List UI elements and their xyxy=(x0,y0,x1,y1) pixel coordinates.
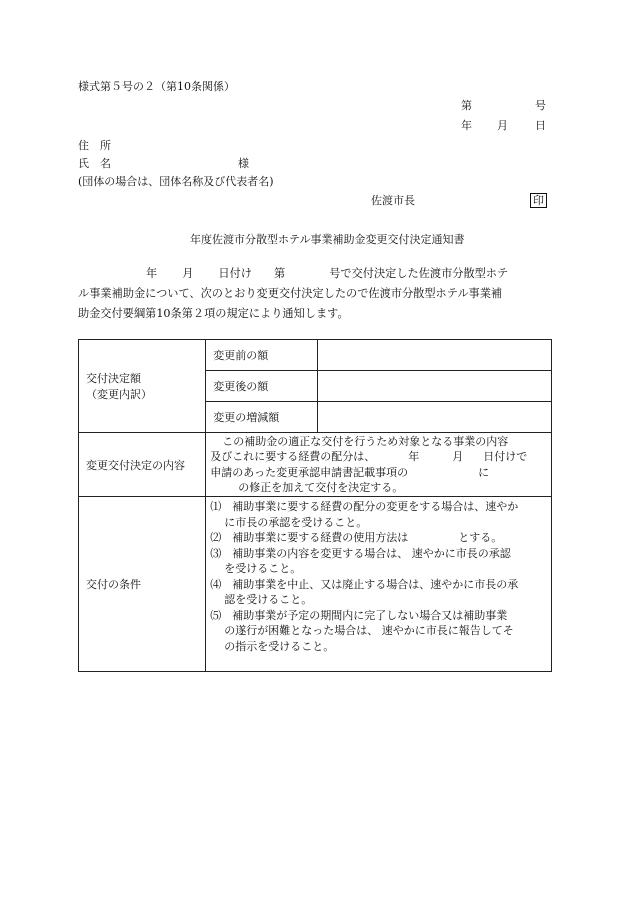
content-line-2c: 月 xyxy=(452,450,464,463)
issuer-title: 佐渡市長 xyxy=(371,194,415,207)
after-amount-label: 変更後の額 xyxy=(206,371,318,402)
doc-number-prefix: 第 xyxy=(461,99,472,112)
date-year: 年 xyxy=(461,119,472,132)
condition-5-cont2: の指示を受けること。 xyxy=(224,639,335,653)
condition-4: ⑷ 補助事業を中止、又は廃止する場合は、速やかに市長の承 xyxy=(210,577,519,591)
content-line-2b: 年 xyxy=(408,450,420,463)
honorific: 様 xyxy=(238,157,249,170)
address-label: 住 所 xyxy=(78,139,111,152)
name-label: 氏 名 xyxy=(78,157,111,170)
amount-sublabel: （変更内訳） xyxy=(86,388,152,401)
condition-5: ⑸ 補助事業が予定の期間内に完了しない場合又は補助事業 xyxy=(210,608,508,622)
content-line-3a: 申請のあった変更承認申請書記載事項の xyxy=(210,465,409,479)
condition-2a: ⑵ 補助事業に要する経費の使用方法は xyxy=(210,531,409,544)
content-line-4: の修正を加えて交付を決定する。 xyxy=(238,481,404,494)
body-line1-rest: 号で交付決定した佐渡市分散型ホテ xyxy=(329,267,509,280)
condition-4-cont: 認を受けること。 xyxy=(224,593,313,606)
content-text-cell xyxy=(206,433,552,497)
form-number: 様式第５号の２（第10条関係） xyxy=(78,80,235,93)
condition-1-cont: に市長の承認を受けること。 xyxy=(224,515,368,529)
ref-dai: 第 xyxy=(273,267,286,280)
amount-label: 交付決定額 xyxy=(86,372,141,385)
body-line-2: ル事業補助金について、次のとおり変更交付決定したので佐渡市分散型ホテル事業補 xyxy=(78,287,503,300)
ref-year: 年 xyxy=(146,267,158,280)
date-day: 日 xyxy=(535,119,546,132)
before-amount-value xyxy=(318,340,552,371)
amount-label-cell xyxy=(79,340,206,433)
decision-table xyxy=(78,339,552,672)
group-note: (団体の場合は、団体名称及び代表者名) xyxy=(78,175,274,188)
diff-amount-value xyxy=(318,402,552,433)
content-line-3 xyxy=(210,465,551,481)
ref-month: 月 xyxy=(182,267,194,280)
content-line-3b: に xyxy=(478,465,490,479)
ref-day: 日付け xyxy=(218,267,252,280)
body-paragraph xyxy=(78,264,554,324)
condition-5-cont: の遂行が困難となった場合は、 速やかに市長に報告してそ xyxy=(224,624,514,637)
seal-mark: 印 xyxy=(530,193,547,208)
content-line-2a: 及びこれに要する経費の配分は、 xyxy=(210,450,376,463)
condition-2 xyxy=(210,530,551,546)
content-line-1: この補助金の適正な交付を行うため対象となる事業の内容 xyxy=(222,434,509,448)
condition-1: ⑴ 補助事業に要する経費の配分の変更をする場合は、速やか xyxy=(210,500,519,513)
content-line-2 xyxy=(210,449,551,465)
before-amount-label: 変更前の額 xyxy=(206,340,318,371)
date-month: 月 xyxy=(497,119,508,132)
condition-2b: とする。 xyxy=(458,531,503,544)
body-line-1 xyxy=(78,264,554,284)
condition-3: ⑶ 補助事業の内容を変更する場合は、 速やかに市長の承認 xyxy=(210,546,511,560)
after-amount-value xyxy=(318,371,552,402)
doc-number-suffix: 号 xyxy=(535,99,546,112)
content-label: 変更交付決定の内容 xyxy=(79,433,206,497)
content-line-2d: 日付けで xyxy=(483,450,528,463)
conditions-cell xyxy=(206,497,552,672)
condition-3-cont: を受けること。 xyxy=(224,562,302,575)
body-line-3: 助金交付要綱第10条第２項の規定により通知します。 xyxy=(78,307,349,320)
conditions-label: 交付の条件 xyxy=(79,497,206,672)
diff-amount-label: 変更の増減額 xyxy=(206,402,318,433)
document-title: 年度佐渡市分散型ホテル事業補助金変更交付決定通知書 xyxy=(190,233,465,246)
